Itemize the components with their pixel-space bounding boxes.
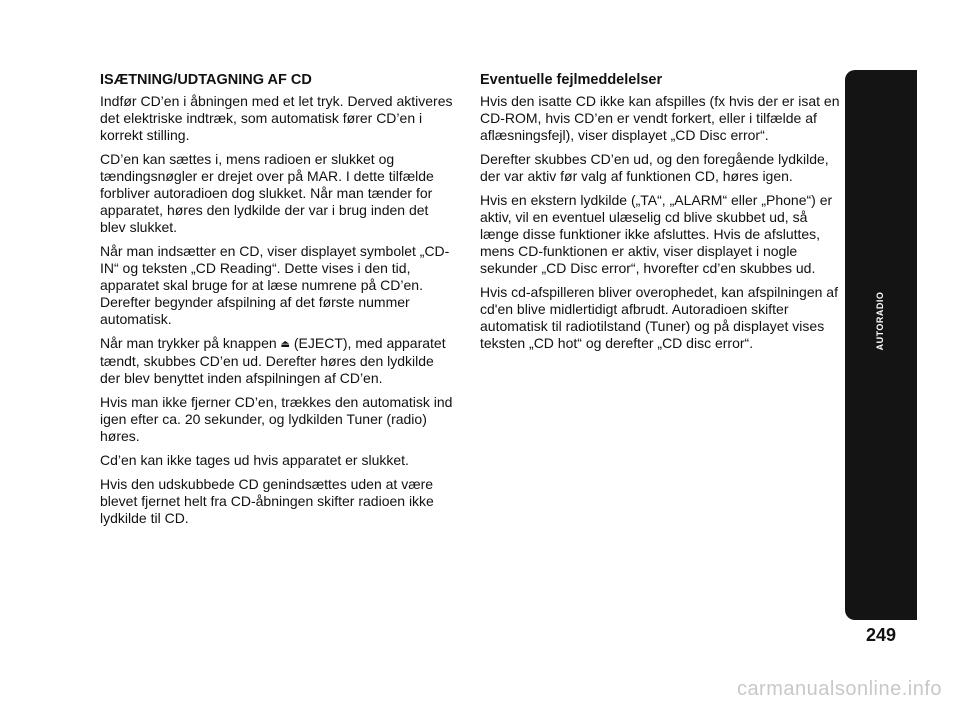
- body-paragraph: Cd’en kan ikke tages ud hvis apparatet er slukket.: [100, 452, 409, 468]
- section-heading: ISÆTNING/UDTAGNING AF CD: [100, 72, 312, 88]
- chapter-label: AUTORADIO: [875, 291, 885, 351]
- left-column: [100, 72, 456, 534]
- eject-paragraph-text-before: Når man trykker på knappen: [100, 335, 281, 351]
- body-paragraph: Hvis den isatte CD ikke kan afspilles (fx hvis der er isat en CD-ROM, hvis CD’en er vendt forkert, eller i tilfælde af aflæsningsfejl), viser displayet „CD Disc error“.: [480, 93, 840, 143]
- eject-paragraph: [100, 335, 456, 387]
- eject-paragraph-text-after: (EJECT), med apparatet tændt, skubbes CD’en ud. Derefter høres den lydkilde der blev benyttet inden afspilningen af CD’en.: [100, 335, 446, 386]
- body-paragraph: Hvis en ekstern lydkilde („TA“, „ALARM“ eller „Phone“) er aktiv, vil en eventuel ulæselig cd blive skubbet ud, så længe disse funktioner ikke afsluttes. Hvis de afsluttes, mens CD-funktionen er aktiv, viser displayet i nogle sekunder „CD Disc error“, hvorefter cd’en skubbes ud.: [480, 192, 833, 276]
- body-paragraph: Derefter skubbes CD’en ud, og den foregående lydkilde, der var aktiv før valg af funktionen CD, høres igen.: [480, 151, 829, 184]
- right-column: [480, 72, 840, 359]
- body-paragraph: Hvis man ikke fjerner CD’en, trækkes den automatisk ind igen efter ca. 20 sekunder, og lydkilden Tuner (radio) høres.: [100, 394, 453, 444]
- body-paragraph: CD’en kan sættes i, mens radioen er slukket og tændingsnøgler er drejet over på MAR. I dette tilfælde forbliver autoradioen dog slukket. Når man tænder for apparatet, høres den lydkilde der var i brug inden det blev slukket.: [100, 151, 434, 235]
- section-heading: Eventuelle fejlmeddelelser: [480, 72, 663, 88]
- body-paragraph: Hvis cd-afspilleren bliver overophedet, kan afspilningen af cd'en blive midlertidigt afbrudt. Autoradioen skifter automatisk til radiotilstand (Tuner) og på displayet vises teksten „CD hot“ og derefter „CD disc error“.: [480, 284, 838, 351]
- eject-icon: ⏏: [280, 339, 290, 350]
- body-paragraph: Indfør CD’en i åbningen med et let tryk. Derved aktiveres det elektriske indtræk, som automatisk fører CD’en i korrekt stilling.: [100, 93, 453, 143]
- body-paragraph: Hvis den udskubbede CD genindsættes uden at være blevet fjernet helt fra CD-åbningen skifter radioen ikke lydkilde til CD.: [100, 476, 434, 526]
- page-number: 249: [865, 625, 897, 645]
- body-paragraph: Når man indsætter en CD, viser displayet symbolet „CD-IN“ og teksten „CD Reading“. Dette vises i den tid, apparatet skal bruge for at læse numrene på CD’en. Derefter begynder afspilning af det første nummer automatisk.: [100, 243, 450, 327]
- watermark: carmanualsonline.info: [736, 678, 942, 700]
